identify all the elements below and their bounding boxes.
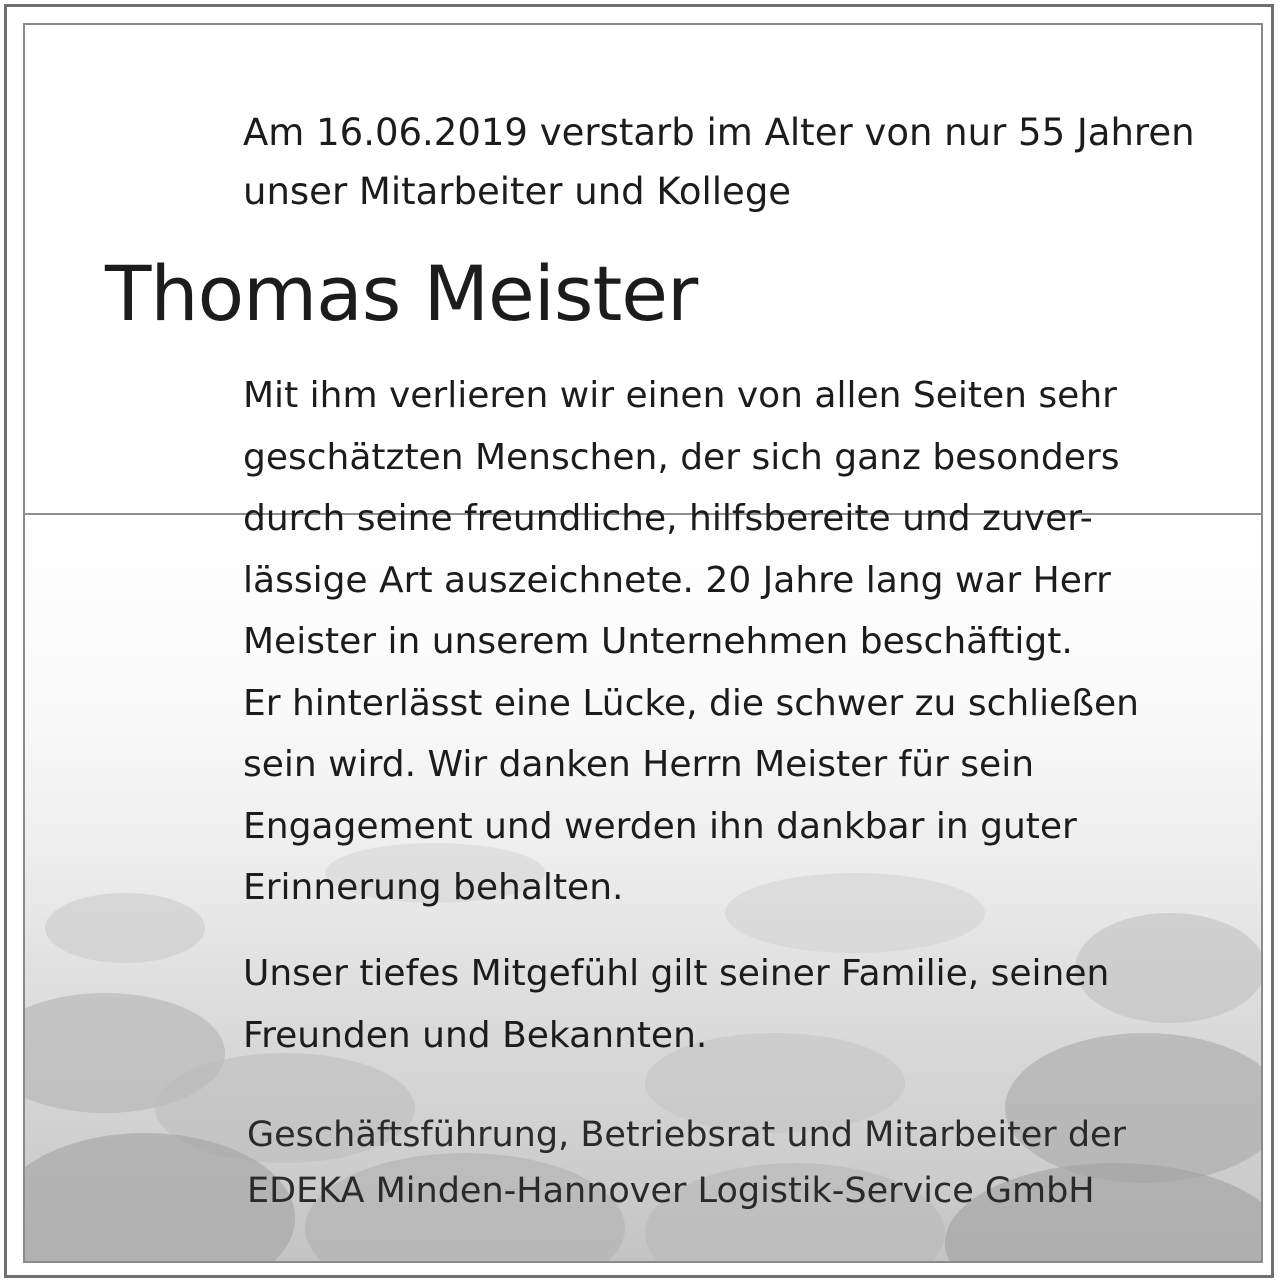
tribute-line: Er hinterlässt eine Lücke, die schwer zu schließen bbox=[243, 682, 1139, 724]
notice-inner-frame bbox=[23, 23, 1263, 1263]
notice-outer-frame bbox=[4, 4, 1274, 1278]
tribute-text bbox=[243, 365, 1233, 919]
tribute-line: Erinnerung behalten. bbox=[243, 867, 624, 908]
signature-line: Geschäftsführung, Betriebsrat und Mitarbeiter der bbox=[247, 1115, 1126, 1155]
signature-text bbox=[247, 1107, 1247, 1219]
notice-content bbox=[25, 25, 1261, 1261]
intro-text bbox=[243, 103, 1243, 221]
intro-line: Am 16.06.2019 verstarb im Alter von nur 55 Jahren bbox=[243, 111, 1195, 154]
deceased-name: Thomas Meister bbox=[105, 249, 698, 338]
tribute-line: sein wird. Wir danken Herrn Meister für sein bbox=[243, 744, 1035, 785]
signature-line: EDEKA Minden-Hannover Logistik-Service GmbH bbox=[247, 1171, 1095, 1211]
tribute-line: Engagement und werden ihn dankbar in guter bbox=[243, 805, 1077, 847]
condolence-line: Freunden und Bekannten. bbox=[243, 1014, 708, 1056]
tribute-line: Meister in unserem Unternehmen beschäftigt. bbox=[243, 621, 1073, 662]
condolence-text bbox=[243, 943, 1233, 1066]
tribute-line: lässige Art auszeichnete. 20 Jahre lang war Herr bbox=[243, 559, 1111, 601]
condolence-line: Unser tiefes Mitgefühl gilt seiner Familie, seinen bbox=[243, 953, 1110, 994]
tribute-line: durch seine freundliche, hilfsbereite und zuver- bbox=[243, 498, 1093, 539]
tribute-line: geschätzten Menschen, der sich ganz besonders bbox=[243, 436, 1120, 478]
tribute-line: Mit ihm verlieren wir einen von allen Seiten sehr bbox=[243, 375, 1117, 416]
intro-line: unser Mitarbeiter und Kollege bbox=[243, 170, 792, 213]
